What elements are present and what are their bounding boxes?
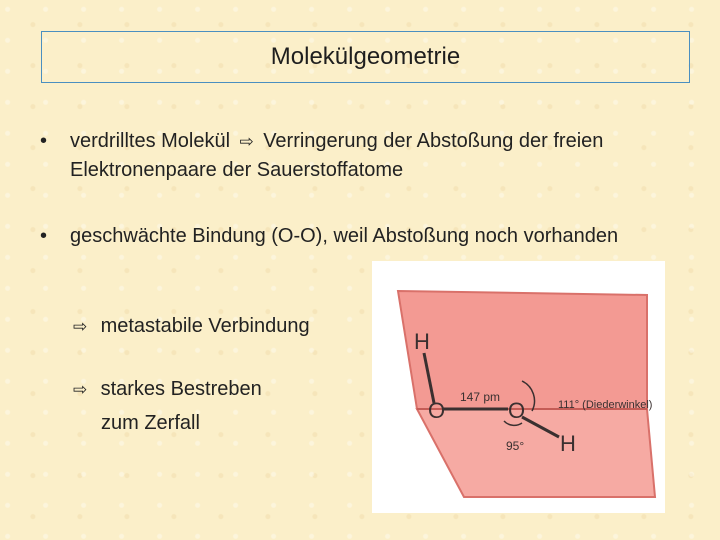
bullet-marker: • [40,225,48,247]
front-plane [417,409,655,497]
atom-o1-label: O [428,398,446,423]
sub-item-2-text: starkes Bestreben [100,378,262,400]
sub-item-2 [73,375,262,404]
right-arrow-icon: ⇨ [73,317,88,336]
right-arrow-icon: ⇨ [239,132,254,151]
sub-item-2-line2: zum Zerfall [101,412,200,434]
atom-h1-label: H [414,329,430,354]
bullet-item-1 [40,127,680,187]
bond-length-label: 147 pm [460,390,501,404]
sub-item-1-text: metastabile Verbindung [100,315,310,337]
bullet-item-2 [40,222,700,252]
right-arrow-icon: ⇨ [73,380,88,399]
atom-o2-label: O [508,398,526,423]
slide-title-box [41,31,690,83]
dihedral-angle-label: 111° (Diederwinkel) [558,399,653,411]
h2o2-structure-figure [372,261,665,513]
bullet-1-text-before: verdrilltes Molekül [70,130,231,152]
sub-item-1 [73,312,310,341]
bond-angle-label: 95° [506,439,525,453]
atom-h2-label: H [560,431,576,456]
slide-title: Molekülgeometrie [270,43,461,70]
molecule-diagram [372,261,665,513]
bullet-1-line2: Elektronenpaare der Sauerstoffatome [70,159,404,181]
bullet-2-text: geschwächte Bindung (O-O), weil Abstoßung noch vorhanden [70,225,619,247]
back-plane [398,291,647,409]
bullet-marker: • [40,130,48,152]
bullet-1-text-after: Verringerung der Abstoßung der freien [263,130,604,152]
